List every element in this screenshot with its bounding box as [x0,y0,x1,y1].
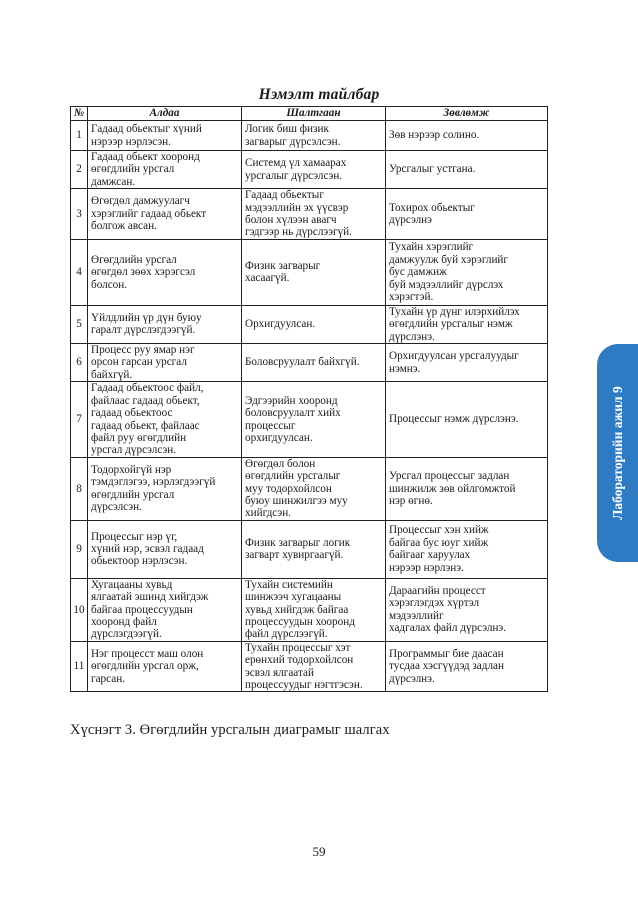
fix-cell: Урсгалыг устгана. [386,151,548,189]
column-header-number: № [71,107,88,121]
fix-cell: Программыг бие даасан тусдаа хэсгүүдэд задлан дүрсэлнэ. [386,641,548,692]
page-title: Нэмэлт тайлбар [258,86,380,103]
error-cell: Гадаад обьектыг хүний нэрээр нэрлэсэн. [88,121,242,151]
side-tab-label: Лабораторийн ажил 9 [610,386,625,520]
table-row [71,520,548,578]
error-cell: Нэг процесст маш олон өгөгдлийн урсгал орж, гарсан. [88,641,242,692]
table-row [71,121,548,151]
row-number-cell: 11 [71,641,88,692]
error-cell: Гадаад обьектоос файл, файлаас гадаад обьект, гадаад обьектоос гадаад обьект, файлаас файл руу өгөгдлийн урсгал дүрсэлсэн. [88,382,242,457]
error-cell: Гадаад обьект хооронд өгөгдлийн урсгал дамжсан. [88,151,242,189]
row-number-cell: 8 [71,457,88,520]
table-caption: Хүснэгт 3. Өгөгдлийн урсгалын диаграмыг шалгах [70,722,390,738]
fix-cell: Процессыг хэн хийж байгаа бус юуг хийж байгааг харуулах нэрээр нэрлэнэ. [386,520,548,578]
row-number-cell: 4 [71,239,88,305]
table-row [71,239,548,305]
cause-cell: Боловсруулалт байхгүй. [242,344,386,382]
table-row [71,578,548,641]
cause-cell: Логик биш физик загварыг дүрсэлсэн. [242,121,386,151]
fix-cell: Тухайн үр дүнг илэрхийлэх өгөгдлийн урсгалыг нэмж дүрслэнэ. [386,305,548,343]
row-number-cell: 5 [71,305,88,343]
fix-cell: Тохирох обьектыг дүрсэлнэ [386,189,548,240]
fix-cell: Дараагийн процесст хэрэглэгдэх хүртэл мэдээллийг хадгалах файл дүрсэлнэ. [386,578,548,641]
cause-cell: Тухайн процессыг хэт ерөнхий тодорхойлсон эсвэл ялгаатай процессуудыг нэгтгэсэн. [242,641,386,692]
column-header-cause: Шалтгаан [242,107,386,121]
table-row [71,151,548,189]
error-table [70,106,548,692]
error-cell: Процесс руу ямар нэг орсон гарсан урсгал байхгүй. [88,344,242,382]
error-cell: Өгөгдөл дамжуулагч хэрэглийг гадаад обьект болгож авсан. [88,189,242,240]
cause-cell: Системд үл хамаарах урсгалыг дүрсэлсэн. [242,151,386,189]
error-cell: Өгөгдлийн урсгал өгөгдөл зөөх хэрэгсэл болсон. [88,239,242,305]
cause-cell: Тухайн системийн шинжээч хугацааны хувьд хийгдэж байгаа процессуудын хооронд файл дүрслээгүй. [242,578,386,641]
page-number: 59 [312,844,326,859]
table-body [71,121,548,692]
fix-cell: Процессыг нэмж дүрслэнэ. [386,382,548,457]
error-cell: Тодорхойгүй нэр тэмдэглэгээ, нэрлэгдээгүй өгөгдлийн урсгал дүрсэлсэн. [88,457,242,520]
error-cell: Үйлдлийн үр дүн буюу гаралт дүрслэгдээгүй. [88,305,242,343]
table-row [71,641,548,692]
column-header-error: Алдаа [88,107,242,121]
cause-cell: Физик загварыг хасаагүй. [242,239,386,305]
table-header-row [71,107,548,121]
row-number-cell: 10 [71,578,88,641]
table-row [71,189,548,240]
row-number-cell: 1 [71,121,88,151]
row-number-cell: 2 [71,151,88,189]
cause-cell: Физик загварыг логик загварт хувиргаагүй. [242,520,386,578]
error-cell: Хугацааны хувьд ялгаатай эшинд хийгдэж байгаа процессуудын хооронд файл дүрслэгдээгүй. [88,578,242,641]
row-number-cell: 9 [71,520,88,578]
row-number-cell: 3 [71,189,88,240]
table-row [71,344,548,382]
fix-cell: Орхигдуулсан урсгалуудыг нэмнэ. [386,344,548,382]
fix-cell: Урсгал процессыг задлан шинжилж зөв ойлгомжтой нэр өгнө. [386,457,548,520]
table-row [71,305,548,343]
row-number-cell: 6 [71,344,88,382]
cause-cell: Эдгээрийн хооронд боловсруулалт хийх процессыг орхигдуулсан. [242,382,386,457]
table-row [71,382,548,457]
cause-cell: Орхигдуулсан. [242,305,386,343]
error-cell: Процессыг нэр үг, хүний нэр, эсвэл гадаад обьектоор нэрлэсэн. [88,520,242,578]
fix-cell: Тухайн хэрэглийг дамжуулж буй хэрэглийг бус дамжиж буй мэдээллийг дүрслэх хэрэгтэй. [386,239,548,305]
row-number-cell: 7 [71,382,88,457]
fix-cell: Зөв нэрээр солино. [386,121,548,151]
table-row [71,457,548,520]
cause-cell: Гадаад обьектыг мэдээллийн эх үүсвэр болон хүлээн авагч гэдгээр нь дүрслээгүй. [242,189,386,240]
column-header-fix: Зөвлөмж [386,107,548,121]
cause-cell: Өгөгдөл болон өгөгдлийн урсгалыг муу тодорхойлсон буюу шинжилгээ муу хийгдсэн. [242,457,386,520]
